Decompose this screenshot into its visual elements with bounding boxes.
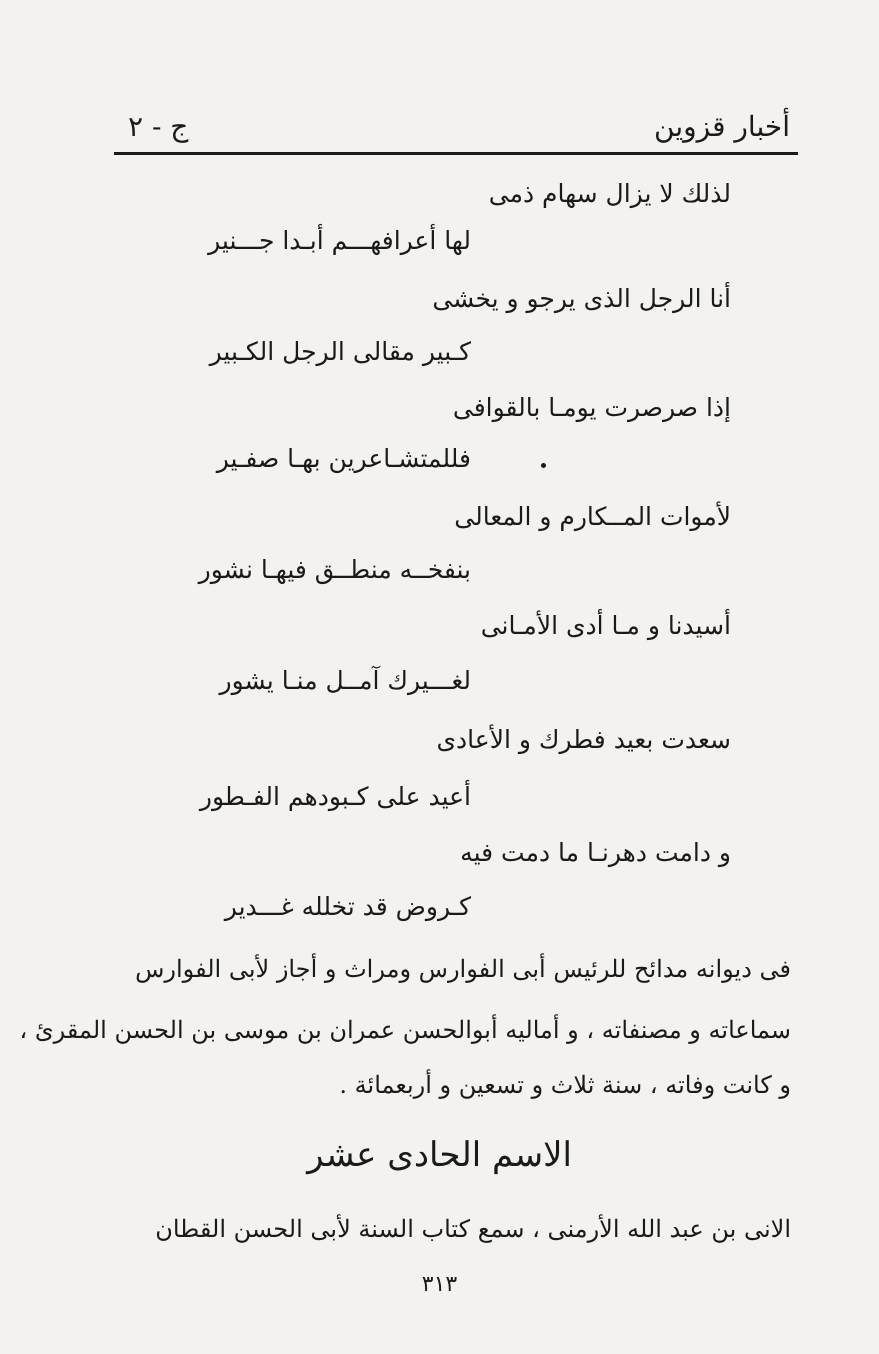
poem-line: أعيد على كـبودهم الفـطور [199,782,471,811]
poem-line: بنفخــه منطــق فيهـا نشور [198,555,471,584]
poem-line: أسيدنا و مـا أدى الأمـانى [480,611,731,640]
paragraph-line: و كانت وفاته ، سنة ثلاث و تسعين و أربعمائة . [339,1071,791,1099]
book-title: أخبار قزوين [654,110,790,143]
ink-dot [541,463,546,468]
poem-line: كـبير مقالى الرجل الكـبير [209,337,471,366]
poem-line: لها أعرافهـــم أبـدا جـــنير [208,226,471,255]
poem-line: لأموات المــكارم و المعالى [454,502,731,531]
volume-number: ج - ٢ [128,110,189,143]
section-first-line: الانى بن عبد الله الأرمنى ، سمع كتاب السنة لأبى الحسن القطان [155,1215,791,1243]
paragraph-line: سماعاته و مصنفاته ، و أماليه أبوالحسن عمران بن موسى بن الحسن المقرئ ، [19,1016,791,1044]
poem-line: كـروض قد تخلله غـــدير [224,892,471,921]
running-header [114,100,798,152]
page-number: ٣١٣ [421,1272,458,1297]
poem-line: أنا الرجل الذى يرجو و يخشى [432,284,731,313]
poem-line: و دامت دهرنـا ما دمت فيه [460,838,731,867]
poem-line: لغـــيرك آمــل منـا يشور [219,666,471,695]
poem-line: إذا صرصرت يومـا بالقوافى [452,393,731,422]
poem-line: فللمتشـاعرين بهـا صفـير [216,444,471,473]
poem-line: سعدت بعيد فطرك و الأعادى [436,725,731,754]
paragraph-line: فى ديوانه مدائح للرئيس أبى الفوارس ومراث و أجاز لأبى الفوارس [135,955,791,983]
section-heading: الاسم الحادى عشر [307,1135,572,1175]
header-rule [114,152,798,155]
poem-line: لذلك لا يزال سهام ذمى [488,179,731,208]
